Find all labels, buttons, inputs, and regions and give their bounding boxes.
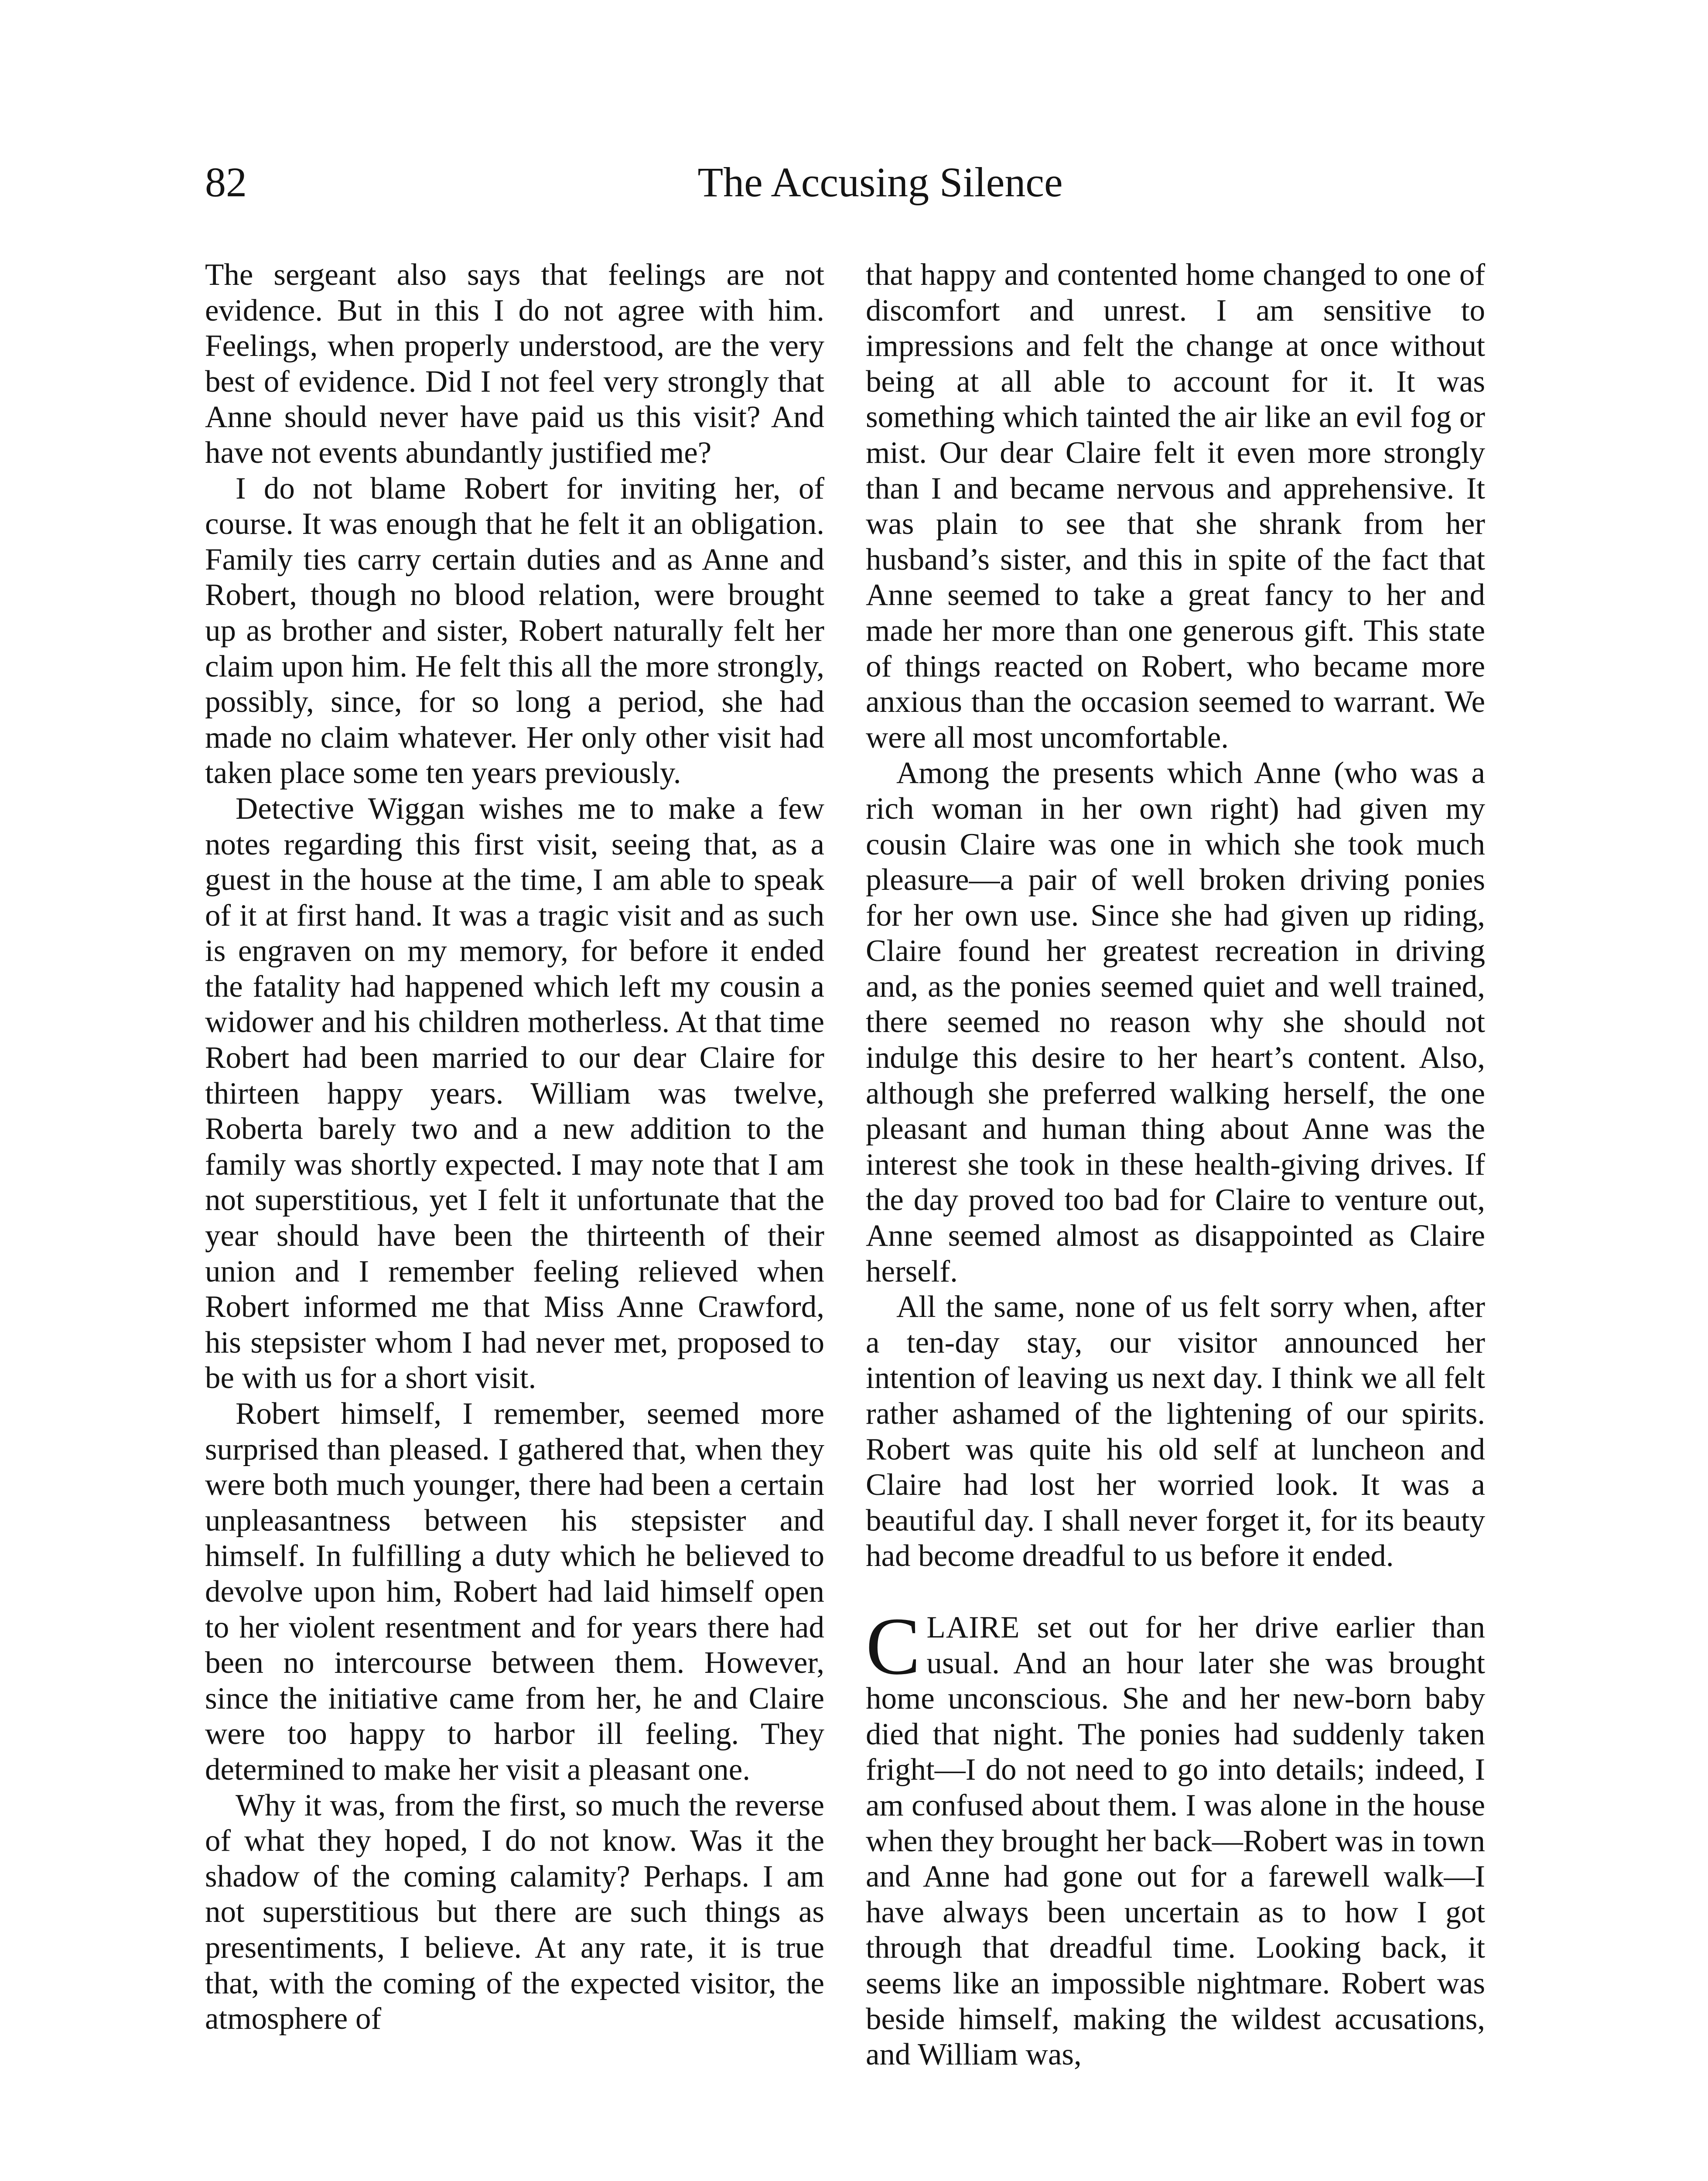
paragraph: Robert himself, I remember, seemed more surprised than pleased. I gathered that, when they were both much younger, there had been a certain unpleasantness between his stepsister and himself. In fulfilling a duty which he believed to devolve upon him, Robert had laid himself open to her violent resentment and for years there had been no intercourse between them. However, since the initiative came from her, he and Claire were too happy to harbor ill feeling. They determined to make her visit a pleasant one. xyxy=(205,1397,824,1787)
section-opening-paragraph xyxy=(866,1600,1485,2073)
paragraph: The sergeant also says that feelings are not evidence. But in this I do not agree with him. Feelings, when properly understood, are the very best of evidence. Did I not feel very strongly that Anne should never have paid us this visit? And have not events abundantly justified me? xyxy=(205,258,824,470)
left-column xyxy=(205,257,824,2037)
running-title: The Accusing Silence xyxy=(697,159,1063,205)
drop-cap: C xyxy=(866,1600,921,1692)
paragraph: that happy and contented home changed to one of discomfort and unrest. I am sensitive to impressions and felt the change at once without being at all able to account for it. It was something which tainted the air like an evil fog or mist. Our dear Claire felt it even more strongly than I and became nervous and apprehensive. It was plain to see that she shrank from her husband’s sister, and this in spite of the fact that Anne seemed to take a great fancy to her and made her more than one generous gift. This state of things reacted on Robert, who became more anxious than the occasion seemed to warrant. We were all most uncomfortable. xyxy=(866,258,1485,755)
paragraph: All the same, none of us felt sorry when, after a ten-day stay, our visitor announced her intention of leaving us next day. I think we all felt rather ashamed of the lightening of our spirits. Robert was quite his old self at luncheon and Claire had lost her worried look. It was a beautiful day. I shall never forget it, for its beauty had become dreadful to us before it ended. xyxy=(866,1290,1485,1573)
paragraph-text: set out for her drive earlier than usual. And an hour later she was brought home unconscious. She and her new-born baby died that night. The ponies had suddenly taken fright—I do not need to go into details; indeed, I am confused about them. I was alone in the house when they brought her back—Robert was in town and Anne had gone out for a farewell walk—I have always been uncertain as to how I got through that dreadful time. Looking back, it seems like an impossible nightmare. Robert was beside himself, making the wildest accusations, and William was, xyxy=(866,1610,1485,2072)
small-caps-word: LAIRE xyxy=(926,1610,1020,1644)
page-number: 82 xyxy=(205,159,247,205)
paragraph: I do not blame Robert for inviting her, of course. It was enough that he felt it an obligation. Family ties carry certain duties and as Anne and Robert, though no blood relation, were brought up as brother and sister, Robert naturally felt her claim upon him. He felt this all the more strongly, possibly, since, for so long a period, she had made no claim whatever. Her only other visit had taken place some ten years previously. xyxy=(205,471,824,790)
paragraph: Why it was, from the first, so much the reverse of what they hoped, I do not know. Was it the shadow of the coming calamity? Perhaps. I am not superstitious but there are such things as presentiments, I believe. At any rate, it is true that, with the coming of the expected visitor, the atmosphere of xyxy=(205,1788,824,2036)
right-column xyxy=(866,257,1485,2073)
paragraph: Among the presents which Anne (who was a rich woman in her own right) had given my cousin Claire was one in which she took much pleasure—a pair of well broken driving ponies for her own use. Since she had given up riding, Claire found her greatest recreation in driving and, as the ponies seemed quiet and well trained, there seemed no reason why she should not indulge this desire to her heart’s content. Also, although she preferred walking herself, the one pleasant and human thing about Anne was the interest she took in these health-giving drives. If the day proved too bad for Claire to venture out, Anne seemed almost as disappointed as Claire herself. xyxy=(866,756,1485,1289)
paragraph: Detective Wiggan wishes me to make a few notes regarding this first visit, seeing that, as a guest in the house at the time, I am able to speak of it at first hand. It was a tragic visit and as such is engraven on my memory, for before it ended the fatality had happened which left my cousin a widower and his children motherless. At that time Robert had been married to our dear Claire for thirteen happy years. William was twelve, Roberta barely two and a new addition to the family was shortly expected. I may note that I am not superstitious, yet I felt it unfortunate that the year should have been the thirteenth of their union and I remember feeling relieved when Robert informed me that Miss Anne Crawford, his stepsister whom I had never met, proposed to be with us for a short visit. xyxy=(205,791,824,1395)
